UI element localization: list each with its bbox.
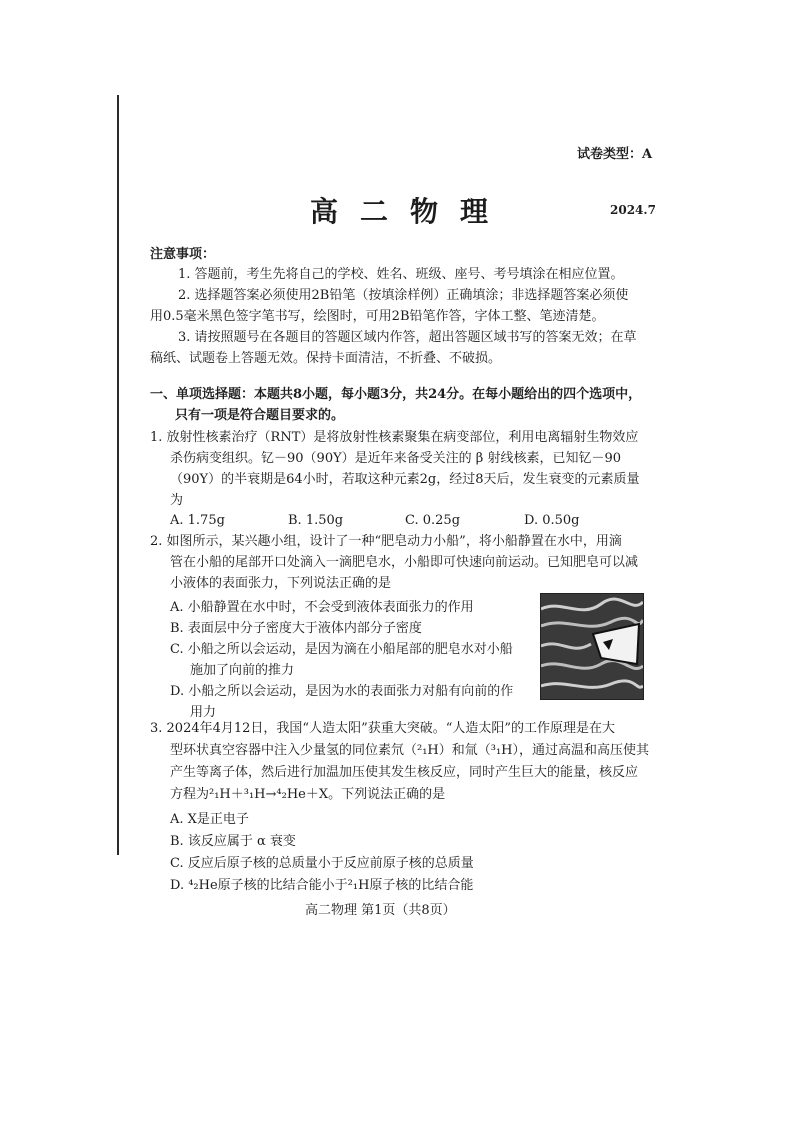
section-heading-cont: 只有一项是符合题目要求的。 [175,408,345,423]
q3-option-d: D. ⁴₂He原子核的比结合能小于²₁H原子核的比结合能 [170,878,474,893]
q1-line-1: 1. 放射性核素治疗（RNT）是将放射性核素聚集在病变部位，利用电离辐射生物效应 [150,430,639,445]
notice-line-1: 1. 答题前，考生先将自己的学校、姓名、班级、座号、考号填涂在相应位置。 [178,267,624,282]
q2-line-1: 2. 如图所示，某兴趣小组，设计了一种“肥皂动力小船”，将小船静置在水中，用滴 [150,534,622,549]
notice-line-2: 2. 选择题答案必须使用2B铅笔（按填涂样例）正确填涂；非选择题答案必须使 [178,288,629,303]
soap-boat-image [541,594,643,699]
notice-line-5: 稿纸、试题卷上答题无效。保持卡面清洁，不折叠、不破损。 [150,351,502,366]
q1-option-d: D. 0.50g [524,513,580,528]
page-edge-line [117,95,119,855]
q1-line-3: （90Y）的半衰期是64小时，若取这种元素2g，经过8天后，发生衰变的元素质量 [170,472,640,487]
q1-line-2: 杀伤病变组织。钇－90（90Y）是近年来备受关注的 β 射线核素，已知钇－90 [170,451,621,466]
q3-option-b: B. 该反应属于 α 衰变 [170,834,296,849]
soap-boat-figure [540,593,644,700]
q1-option-b: B. 1.50g [288,513,344,528]
section-heading: 一、单项选择题：本题共8小题，每小题3分，共24分。在每小题给出的四个选项中， [150,387,642,402]
paper-type: 试卷类型：A [577,147,653,162]
notice-line-3: 用0.5毫米黑色签字笔书写，绘图时，可用2B铅笔作答，字体工整、笔迹清楚。 [150,309,605,324]
q2-option-a: A. 小船静置在水中时，不会受到液体表面张力的作用 [170,600,474,615]
q1-option-a: A. 1.75g [170,513,225,528]
q2-option-d: D. 小船之所以会运动，是因为水的表面张力对船有向前的作 [170,684,514,699]
q3-line-4: 方程为²₁H＋³₁H→⁴₂He＋X。下列说法正确的是 [170,787,446,802]
q3-option-a: A. X是正电子 [170,812,249,827]
page-title: 高二物理 [310,195,511,228]
q1-option-c: C. 0.25g [405,513,461,528]
q2-option-c: C. 小船之所以会运动，是因为滴在小船尾部的肥皂水对小船 [170,642,513,657]
q3-line-3: 产生等离子体，然后进行加温加压使其发生核反应，同时产生巨大的能量，核反应 [170,765,639,780]
page-footer: 高二物理 第1页（共8页） [305,903,456,918]
q1-line-4: 为 [170,493,184,508]
notice-line-4: 3. 请按照题号在各题目的答题区域内作答，超出答题区域书写的答案无效；在草 [178,330,637,345]
q2-line-2: 管在小船的尾部开口处滴入一滴肥皂水，小船即可快速向前运动。已知肥皂可以减 [170,555,639,570]
exam-date: 2024.7 [610,203,656,217]
q3-line-2: 型环状真空容器中注入少量氢的同位素氘（²₁H）和氚（³₁H），通过高温和高压使其 [170,743,650,758]
q3-line-1: 3. 2024年4月12日，我国“人造太阳”获重大突破。“人造太阳”的工作原理是在大 [150,721,616,736]
notice-heading: 注意事项： [150,247,216,262]
q2-line-3: 小液体的表面张力，下列说法正确的是 [170,576,392,591]
q2-option-d-cont: 用力 [190,705,217,720]
q3-option-c: C. 反应后原子核的总质量小于反应前原子核的总质量 [170,856,474,871]
q2-option-b: B. 表面层中分子密度大于液体内部分子密度 [170,621,422,636]
q2-option-c-cont: 施加了向前的推力 [190,663,295,678]
